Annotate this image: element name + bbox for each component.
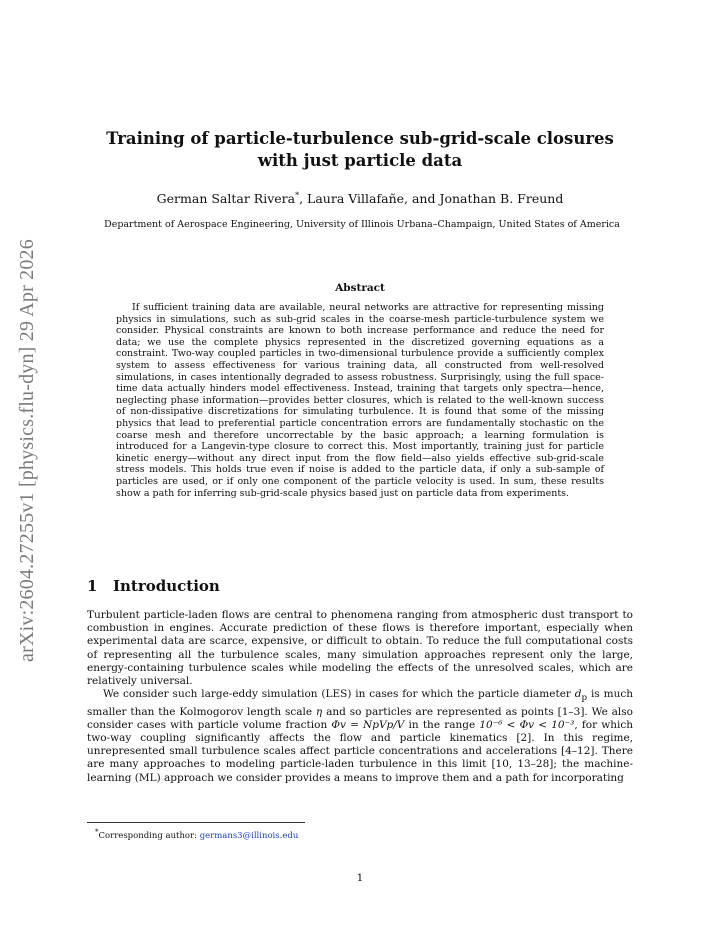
arxiv-identifier-stamp: [12, 210, 42, 690]
symbol-dp-subscript: p: [581, 693, 588, 704]
section-heading-introduction: [87, 577, 633, 595]
corresponding-author-mark: *: [295, 191, 300, 200]
paper-title: [90, 128, 630, 172]
volume-fraction-range: 10⁻⁶ < Φv < 10⁻³: [479, 718, 575, 731]
footnote-mark: *: [95, 827, 99, 836]
intro-p2-text-b: is much smaller than the Kolmogorov length scale: [87, 688, 633, 718]
author-1: German Saltar Rivera: [156, 191, 296, 207]
volume-fraction-equation: Φv = NpVp/V: [331, 718, 405, 731]
title-line-1: Training of particle-turbulence sub-grid-scale closures: [106, 129, 614, 148]
intro-p2-text-a: We consider such large-eddy simulation (LES) in cases for which the particle diameter: [103, 688, 575, 701]
corresponding-email-link[interactable]: germans3@illinois.edu: [199, 830, 299, 841]
symbol-dp: d: [574, 688, 582, 701]
author-list: [90, 188, 630, 207]
section-number: 1: [87, 577, 98, 595]
section-title: Introduction: [113, 577, 220, 595]
arxiv-identifier-text: arXiv:2604.27255v1 [physics.flu-dyn] 29 Apr 2026: [15, 238, 38, 662]
footnote-label: Corresponding author:: [98, 830, 200, 841]
other-authors: , Laura Villafañe, and Jonathan B. Freund: [299, 191, 564, 207]
introduction-body: [87, 609, 633, 785]
abstract-body: If sufficient training data are available, neural networks are attractive for representing missing physics in simulations, such as sub-grid scales in the coarse-mesh particle-turbulence system we consider. Physical constraints are known to both increase performance and reduce the need for data; we use the complete physics represented in the discretized governing equations as a constraint. Two-way coupled particles in two-dimensional turbulence provide a sufficiently complex system to assess effectiveness for various training data, all constructed from well-resolved simulations, in cases intentionally degraded to assess robustness. Surprisingly, using the full space-time data actually hinders model effectiveness. Instead, training that targets only spectra—hence, neglecting phase information—provides better closures, which is related to the well-known success of non-dissipative discretizations for simulating turbulence. It is found that some of the missing physics that lead to preferential particle concentration errors are fundamentally stochastic on the coarse mesh and therefore uncorrectable by the basic approach; a learning formulation is introduced for a Langevin-type closure to correct this. Most importantly, training just for particle kinetic energy—without any direct input from the flow field—also yields effective sub-grid-scale stress models. This holds true even if noise is added to the particle data, if only a sub-sample of particles are used, or if only one component of the particle velocity is used. In sum, these results show a path for inferring sub-grid-scale physics based just on particle data from experiments.: [116, 302, 604, 499]
page-number: 1: [356, 872, 364, 884]
footnote: [95, 826, 595, 842]
title-line-2: with just particle data: [257, 151, 463, 170]
abstract-heading: Abstract: [335, 282, 385, 294]
intro-paragraph-2: [87, 688, 633, 785]
intro-p2-text-e: , for which two-way coupling significantly affects the flow and particle kinematics [2]. In this regime, unrepresented small turbulence scales affect particle concentrations and accelerations [4–12]. There are many approaches to modeling particle-laden turbulence in this limit [10, 13–28]; the machine-learning (ML) approach we consider provides a means to improve them and a path for incorporating: [87, 718, 633, 784]
intro-p2-text-c: and so particles are represented as points [1–3]. We also consider cases with particle volume fraction: [87, 705, 633, 731]
intro-p2-text-d: in the range: [404, 718, 480, 731]
footnote-rule: [87, 822, 305, 823]
intro-paragraph-1: Turbulent particle-laden flows are central to phenomena ranging from atmospheric dust transport to combustion in engines. Accurate prediction of these flows is therefore important, especially when experimental data are scarce, expensive, or difficult to obtain. To reduce the full computational costs of representing all the turbulence scales, many simulation approaches represent only the large, energy-containing turbulence scales while modeling the effects of the unresolved scales, which are relatively universal.: [87, 609, 633, 688]
symbol-eta: η: [315, 705, 323, 718]
affiliation: Department of Aerospace Engineering, University of Illinois Urbana–Champaign, United States of America: [104, 219, 620, 230]
